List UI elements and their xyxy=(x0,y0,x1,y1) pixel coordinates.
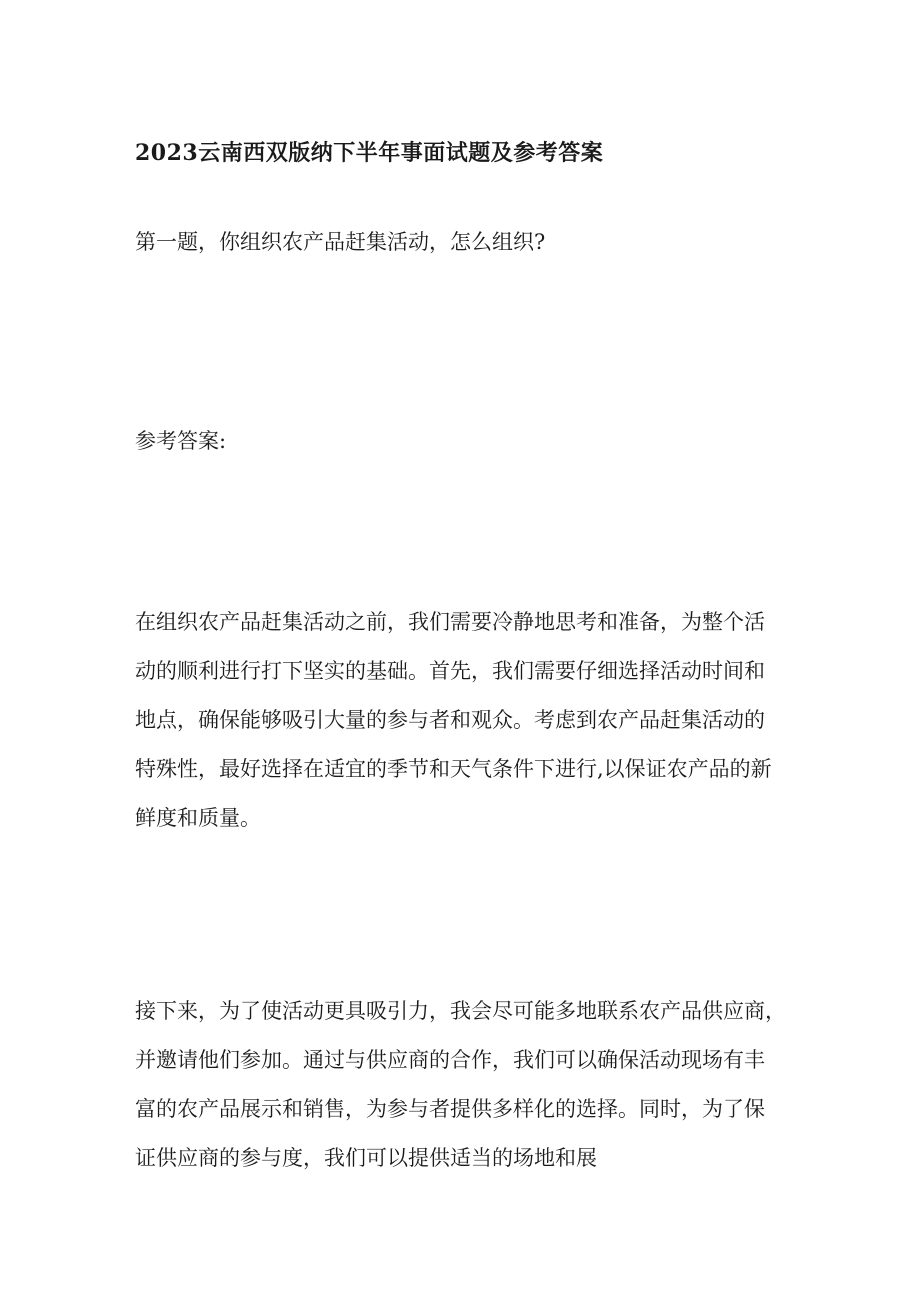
paragraph-line: 富的农产品展示和销售，为参与者提供多样化的选择。同时，为了保 xyxy=(135,1097,765,1121)
paragraph-line: 动的顺利进行打下坚实的基础。首先，我们需要仔细选择活动时间和 xyxy=(135,659,765,683)
paragraph-line: 证供应商的参与度，我们可以提供适当的场地和展 xyxy=(135,1146,597,1170)
answer-label: 参考答案: xyxy=(135,429,227,453)
paragraph-line: 并邀请他们参加。通过与供应商的合作，我们可以确保活动现场有丰 xyxy=(135,1048,765,1072)
paragraph-line: 地点，确保能够吸引大量的参与者和观众。考虑到农产品赶集活动的 xyxy=(135,708,765,732)
document-title: 2023云南西双版纳下半年事面试题及参考答案 xyxy=(135,140,604,166)
question-text: 第一题，你组织农产品赶集活动，怎么组织? xyxy=(135,230,546,254)
paragraph-line: 鲜度和质量。 xyxy=(135,806,261,830)
paragraph-line: 接下来，为了使活动更具吸引力，我会尽可能多地联系农产品供应商， xyxy=(135,999,786,1023)
answer-paragraph-2 xyxy=(135,987,795,1183)
paragraph-line: 特殊性，最好选择在适宜的季节和天气条件下进行,以保证农产品的新 xyxy=(135,757,772,781)
answer-paragraph-1 xyxy=(135,598,795,843)
paragraph-line: 在组织农产品赶集活动之前，我们需要冷静地思考和准备，为整个活 xyxy=(135,610,765,634)
